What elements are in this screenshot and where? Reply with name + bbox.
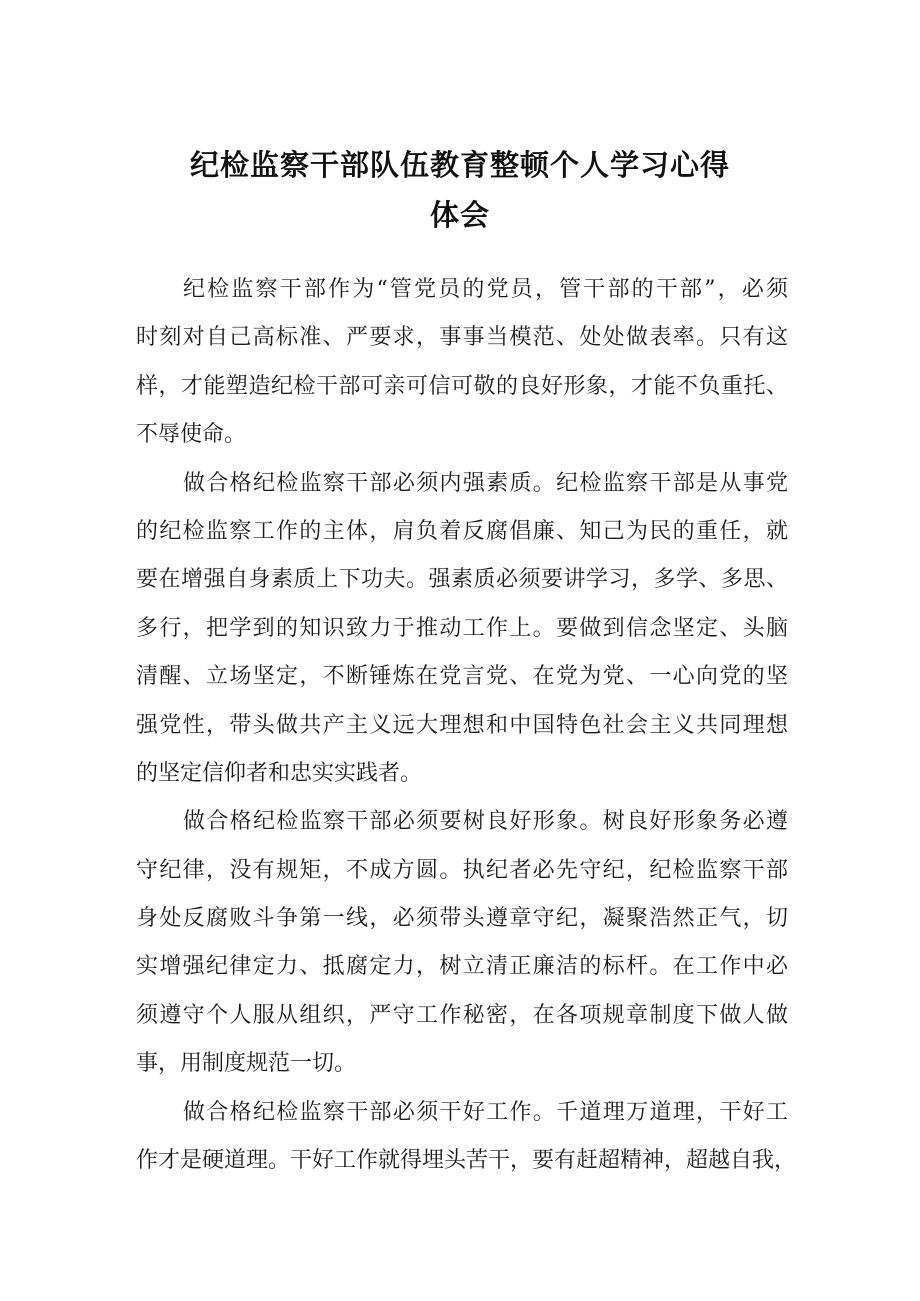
- document-title-line-1: 纪检监察干部队伍教育整顿个人学习心得: [189, 148, 730, 182]
- paragraph-line: 须遵守个人服从组织，严守工作秘密，在各项规章制度下做人做: [136, 1002, 788, 1028]
- paragraph-line: 做合格纪检监察干部必须干好工作。千道理万道理，干好工: [183, 1099, 788, 1125]
- paragraph-line: 纪检监察干部作为“管党员的党员，管干部的干部”，必须: [183, 277, 788, 302]
- paragraph-line: 身处反腐败斗争第一线，必须带头遵章守纪，凝聚浩然正气，切: [136, 906, 788, 932]
- document-title-line-2: 体会: [429, 198, 490, 232]
- paragraph-line: 的坚定信仰者和忠实实践者。: [136, 760, 423, 786]
- paragraph-2: [136, 460, 788, 799]
- paragraph-line: 实增强纪律定力、抵腐定力，树立清正廉洁的标杆。在工作中必: [136, 954, 788, 980]
- paragraph-1: [136, 266, 788, 460]
- paragraph-line: 清醒、立场坚定，不断锤炼在党言党、在党为党、一心向党的坚: [136, 664, 788, 690]
- paragraph-line: 强党性，带头做共产主义远大理想和中国特色社会主义共同理想: [136, 712, 788, 738]
- paragraph-line: 做合格纪检监察干部必须内强素质。纪检监察干部是从事党: [183, 470, 788, 496]
- paragraph-line: 样，才能塑造纪检干部可亲可信可敬的良好形象，才能不负重托、: [136, 373, 788, 399]
- paragraph-line: 事，用制度规范一切。: [136, 1051, 357, 1077]
- paragraph-line: 不辱使命。: [136, 422, 247, 448]
- paragraph-line: 的纪检监察工作的主体，肩负着反腐倡廉、知己为民的重任，就: [136, 518, 788, 544]
- paragraph-line: 作才是硬道理。干好工作就得埋头苦干，要有赶超精神，超越自我，: [136, 1148, 797, 1174]
- paragraph-line: 守纪律，没有规矩，不成方圆。执纪者必先守纪，纪检监察干部: [136, 857, 788, 883]
- paragraph-4: [136, 1089, 797, 1186]
- paragraph-line: 要在增强自身素质上下功夫。强素质必须要讲学习，多学、多思、: [136, 567, 788, 593]
- paragraph-line: 多行，把学到的知识致力于推动工作上。要做到信念坚定、头脑: [136, 615, 788, 641]
- paragraph-line: 做合格纪检监察干部必须要树良好形象。树良好形象务必遵: [183, 809, 788, 835]
- paragraph-3: [136, 798, 788, 1088]
- paragraph-line: 时刻对自己高标准、严要求，事事当模范、处处做表率。只有这: [136, 325, 788, 351]
- document-body: [136, 266, 797, 1185]
